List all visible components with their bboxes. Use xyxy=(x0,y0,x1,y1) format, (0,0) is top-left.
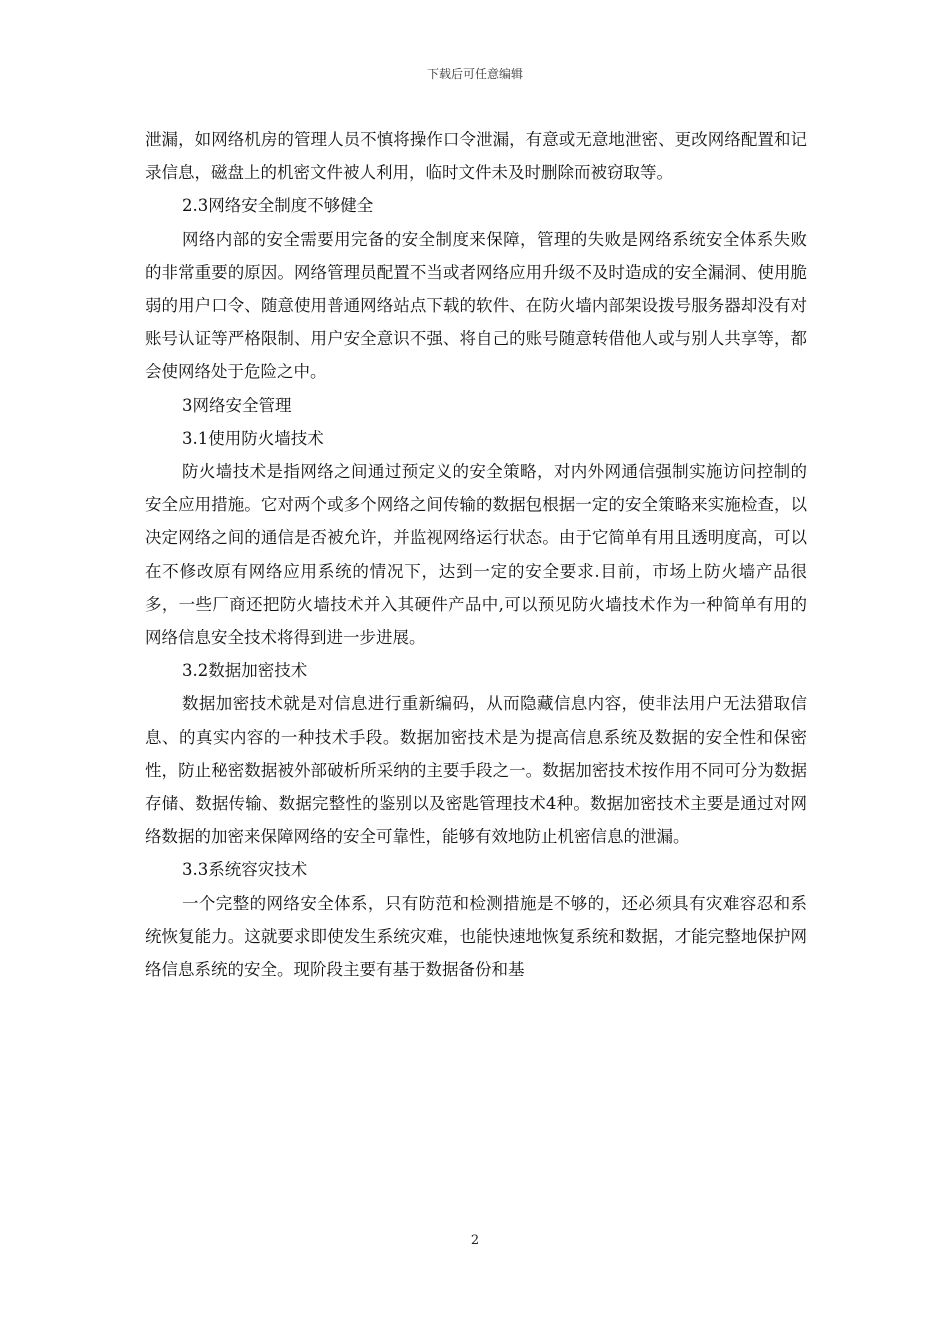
section-heading-3-1: 3.1使用防火墙技术 xyxy=(182,428,324,448)
section-heading-3-2: 3.2数据加密技术 xyxy=(182,661,308,681)
paragraph-encryption: 数据加密技术就是对信息进行重新编码，从而隐藏信息内容，使非法用户无法猎取信息、的真实内容的一种技术手段。数据加密技术是为提高信息系统及数据的安全性和保密性，防止秘密数据被外部破析所采纳的主要手段之一。数据加密技术按作用不同可分为数据存储、数据传输、数据完整性的鉴别以及密匙管理技术4种。数据加密技术主要是通过对网络数据的加密来保障网络的安全可靠性，能够有效地防止机密信息的泄漏。 xyxy=(145,694,807,847)
paragraph-continuation: 泄漏，如网络机房的管理人员不慎将操作口令泄漏，有意或无意地泄密、更改网络配置和记录信息，磁盘上的机密文件被人利用，临时文件未及时删除而被窃取等。 xyxy=(145,130,807,183)
section-heading-3-3: 3.3系统容灾技术 xyxy=(182,860,308,880)
paragraph-security-policy: 网络内部的安全需要用完备的安全制度来保障，管理的失败是网络系统安全体系失败的非常重要的原因。网络管理员配置不当或者网络应用升级不及时造成的安全漏洞、使用脆弱的用户口令、随意使用普通网络站点下载的软件、在防火墙内部架设拨号服务器却没有对账号认证等严格限制、用户安全意识不强、将自己的账号随意转借他人或与别人共享等，都会使网络处于危险之中。 xyxy=(145,229,807,382)
section-heading-2-3: 2.3网络安全制度不够健全 xyxy=(182,196,374,216)
section-heading-3: 3网络安全管理 xyxy=(182,395,292,415)
page-header: 下载后可任意编辑 xyxy=(426,67,523,81)
document-body xyxy=(145,123,807,986)
paragraph-disaster-recovery: 一个完整的网络安全体系，只有防范和检测措施是不够的，还必须具有灾难容忍和系统恢复能力。这就要求即使发生系统灾难，也能快速地恢复系统和数据，才能完整地保护网络信息系统的安全。现阶段主要有基于数据备份和基 xyxy=(145,893,807,980)
page-number: 2 xyxy=(470,1233,480,1248)
paragraph-firewall: 防火墙技术是指网络之间通过预定义的安全策略，对内外网通信强制实施访问控制的安全应用措施。它对两个或多个网络之间传输的数据包根据一定的安全策略来实施检查，以决定网络之间的通信是否被允许，并监视网络运行状态。由于它简单有用且透明度高，可以在不修改原有网络应用系统的情况下，达到一定的安全要求.目前，市场上防火墙产品很多，一些厂商还把防火墙技术并入其硬件产品中,可以预见防火墙技术作为一种简单有用的网络信息安全技术将得到进一步进展。 xyxy=(145,462,807,648)
